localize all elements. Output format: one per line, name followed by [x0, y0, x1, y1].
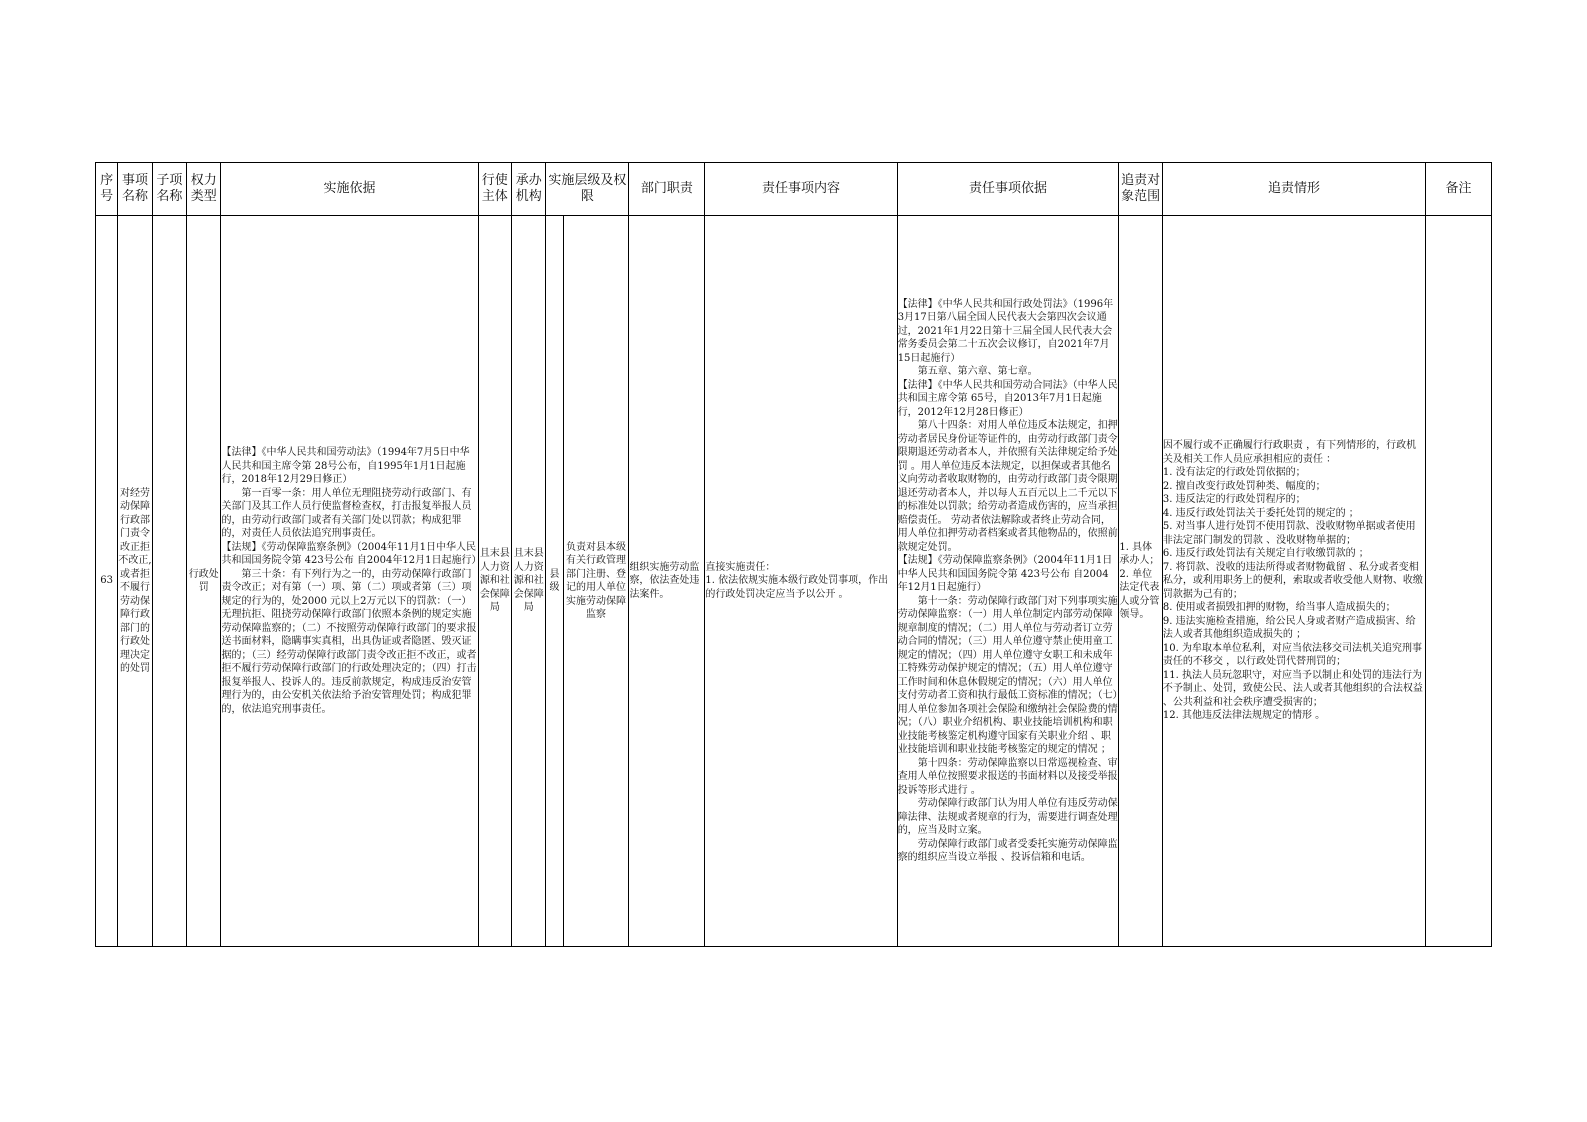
resp-content-line: 直接实施责任：: [705, 561, 776, 573]
resp-basis-paragraph: 第十一条：劳动保障行政部门对下列事项实施劳动保障监察：（一）用人单位制定内部劳动保障规章制度的情况；（二）用人单位与劳动者订立劳动合同的情况；（三）用人单位遵守禁止使用童工规定的情况；（四）用人单位遵守女职工和未成年工特殊劳动保护规定的情况；（五）用人单位遵守工作时间和休息休假规定的情况；（六）用人单位支付劳动者工资和执行最低工资标准的情况；（七）用人单位参加各项社会保险和缴纳社会保险费的情况；（八）职业介绍机构、职业技能培训机构和职业技能考核鉴定机构遵守国家有关职业介绍 、职业技能培训和职业技能考核鉴定的规定的情况 ；: [897, 595, 1118, 755]
cell-level-tag: 县级: [546, 216, 563, 947]
situation-line: 8. 使用或者损毁扣押的财物，给当事人造成损失的；: [1162, 602, 1396, 614]
basis-paragraph: 【法规】《劳动保障监察条例》（2004年11月1日中华人民共和国国务院令第 423号公布 自2004年12月1日起施行）: [221, 541, 482, 566]
cell-situations: [1162, 216, 1425, 947]
header-scope: 追责对象范围: [1119, 163, 1163, 216]
header-duty: 部门职责: [629, 163, 705, 216]
situation-line: 12. 其他违反法律法规规定的情形 。: [1162, 710, 1326, 722]
situation-line: 10. 为牟取本单位私利，对应当依法移交司法机关追究刑事责任的不移交 ，以行政处罚代替刑罚的；: [1162, 642, 1422, 668]
situation-line: 2. 擅自改变行政处罚种类、幅度的；: [1162, 480, 1326, 492]
table-row: [96, 216, 1492, 947]
resp-basis-paragraph: 第十四条：劳动保障监察以日常巡视检查、审查用人单位按照要求报送的书面材料以及接受举报投诉等形式进行 。: [897, 757, 1118, 796]
document-sheet: [95, 162, 1492, 947]
header-row: [96, 163, 1492, 216]
header-remarks: 备注: [1426, 163, 1492, 216]
cell-power-type: 行政处罚: [187, 216, 221, 947]
situation-line: 7. 将罚款、没收的违法所得或者财物截留 、私分或者变相私分，或利用职务上的便利，索取或者收受他人财物、收缴罚款据为己有的；: [1162, 561, 1423, 600]
situation-line: 1. 没有法定的行政处罚依据的；: [1162, 467, 1306, 479]
responsibility-table: [95, 162, 1492, 947]
basis-paragraph: 第一百零一条：用人单位无理阻挠劳动行政部门、有关部门及其工作人员行使监督检查权，打击报复举报人员的，由劳动行政部门或者有关部门处以罚款；构成犯罪的，对责任人员依法追究刑事责任。: [221, 487, 472, 539]
resp-basis-paragraph: 【法律】《中华人民共和国劳动合同法》（中华人民共和国主席令第 65号，自2013年7月1日起施行，2012年12月28日修正）: [897, 379, 1118, 418]
header-resp-content: 责任事项内容: [705, 163, 897, 216]
resp-basis-paragraph: 第五章、第六章、第七章。: [917, 366, 1038, 377]
header-sub-name: 子项名称: [152, 163, 186, 216]
basis-paragraph: 【法律】《中华人民共和国劳动法》（1994年7月5日中华人民共和国主席令第 28号公布，自1995年1月1日起施行，2018年12月29日修正）: [221, 447, 470, 485]
resp-basis-paragraph: 劳动保障行政部门认为用人单位有违反劳动保障法律、法规或者规章的行为，需要进行调查处理的，应当及时立案。: [897, 798, 1118, 836]
situation-line: 因不履行或不正确履行行政职责 ，有下列情形的，行政机关及相关工作人员应承担相应的责任 ：: [1162, 440, 1417, 465]
header-basis: 实施依据: [221, 163, 478, 216]
cell-basis: [221, 216, 482, 947]
situation-line: 6. 违反行政处罚法有关规定自行收缴罚款的 ；: [1162, 548, 1369, 560]
situation-line: 3. 违反法定的行政处罚程序的；: [1162, 494, 1306, 506]
cell-seq: 63: [96, 216, 118, 947]
cell-sub-name: [152, 216, 186, 947]
cell-agency: 且末县人力资源和社会保障局: [512, 216, 546, 947]
situation-line: 4. 违反行政处罚法关于委托处罚的规定的 ；: [1162, 507, 1359, 519]
resp-content-line: 1. 依法依规实施本级行政处罚事项，作出的行政处罚决定应当予以公开 。: [705, 575, 889, 600]
header-resp-basis: 责任事项依据: [897, 163, 1119, 216]
header-item-name: 事项名称: [118, 163, 152, 216]
header-situations: 追责情形: [1162, 163, 1425, 216]
resp-basis-paragraph: 【法律】《中华人民共和国行政处罚法》（1996年3月17日第八届全国人民代表大会第四次会议通过，2021年1月22日第十三届全国人民代表大会常务委员会第二十五次会议修订，自2021年7月15日起施行）: [897, 298, 1114, 364]
resp-basis-paragraph: 【法规】《劳动保障监察条例》（2004年11月1日中华人民共和国国务院令第 423号公布 自2004年12月1日起施行）: [897, 555, 1113, 593]
header-level: 实施层级及权限: [546, 163, 629, 216]
resp-basis-paragraph: 第八十四条：对用人单位违反本法规定，扣押劳动者居民身份证等证件的，由劳动行政部门责令限期退还劳动者本人，并依照有关法律规定给予处罚 。用人单位违反本法规定，以担保或者其他名义向劳动者收取财物的，由劳动行政部门责令限期退还劳动者本人，并以每人五百元以上二千元以下的标准处以罚款；给劳动者造成伤害的，应当承担赔偿责任。 劳动者依法解除或者终止劳动合同，用人单位扣押劳动者档案或者其他物品的，依照前款规定处罚。: [897, 420, 1118, 553]
cell-resp-basis: [897, 216, 1119, 947]
situation-line: 5. 对当事人进行处罚不使用罚款、没收财物单据或者使用非法定部门制发的罚款 、没收财物单据的；: [1162, 521, 1416, 546]
cell-duty: 组织实施劳动监察，依法查处违法案件。: [629, 216, 705, 947]
cell-scope: 1. 具体承办人；2. 单位法定代表人或分管领导。: [1119, 216, 1163, 947]
cell-resp-content: [705, 216, 897, 947]
cell-remarks: [1426, 216, 1492, 947]
situation-line: 11. 执法人员玩忽职守，对应当予以制止和处罚的违法行为不予制止、处罚，致使公民、法人或者其他组织的合法权益 、公共利益和社会秩序遭受损害的；: [1162, 669, 1423, 708]
basis-paragraph: 第三十条：有下列行为之一的，由劳动保障行政部门责令改正；对有第（一）项、第（二）项或者第（三）项规定的行为的，处2000 元以上2万元以下的罚款：（一）无理抗拒、阻挠劳动保障行政部门依照本条例的规定实施劳动保障监察的；（二）不按照劳动保障行政部门的要求报送书面材料，隐瞒事实真相，出具伪证或者隐匿、毁灭证据的；（三）经劳动保障行政部门责令改正拒不改正，或者拒不履行劳动保障行政部门的行政处理决定的；（四）打击报复举报人、投诉人的。违反前款规定，构成违反治安管理行为的，由公安机关依法给予治安管理处罚；构成犯罪的，依法追究刑事责任。: [221, 568, 477, 715]
header-seq: 序号: [96, 163, 118, 216]
situation-line: 9. 违法实施检查措施，给公民人身或者财产造成损害、给法人或者其他组织造成损失的 ；: [1162, 615, 1416, 641]
cell-subject: 且末县人力资源和社会保障局: [478, 216, 511, 947]
header-subject: 行使主体: [478, 163, 511, 216]
cell-level-text: 负责对县本级有关行政管理部门注册、登记的用人单位实施劳动保障监察: [563, 216, 629, 947]
cell-item-name: 对经劳动保障行政部门责令改正拒不改正,或者拒不履行劳动保障行政部门的行政处理决定的处罚: [118, 216, 152, 947]
resp-basis-paragraph: 劳动保障行政部门或者受委托实施劳动保障监察的组织应当设立举报 、投诉信箱和电话。: [897, 838, 1118, 863]
header-agency: 承办机构: [512, 163, 546, 216]
header-power-type: 权力类型: [187, 163, 221, 216]
